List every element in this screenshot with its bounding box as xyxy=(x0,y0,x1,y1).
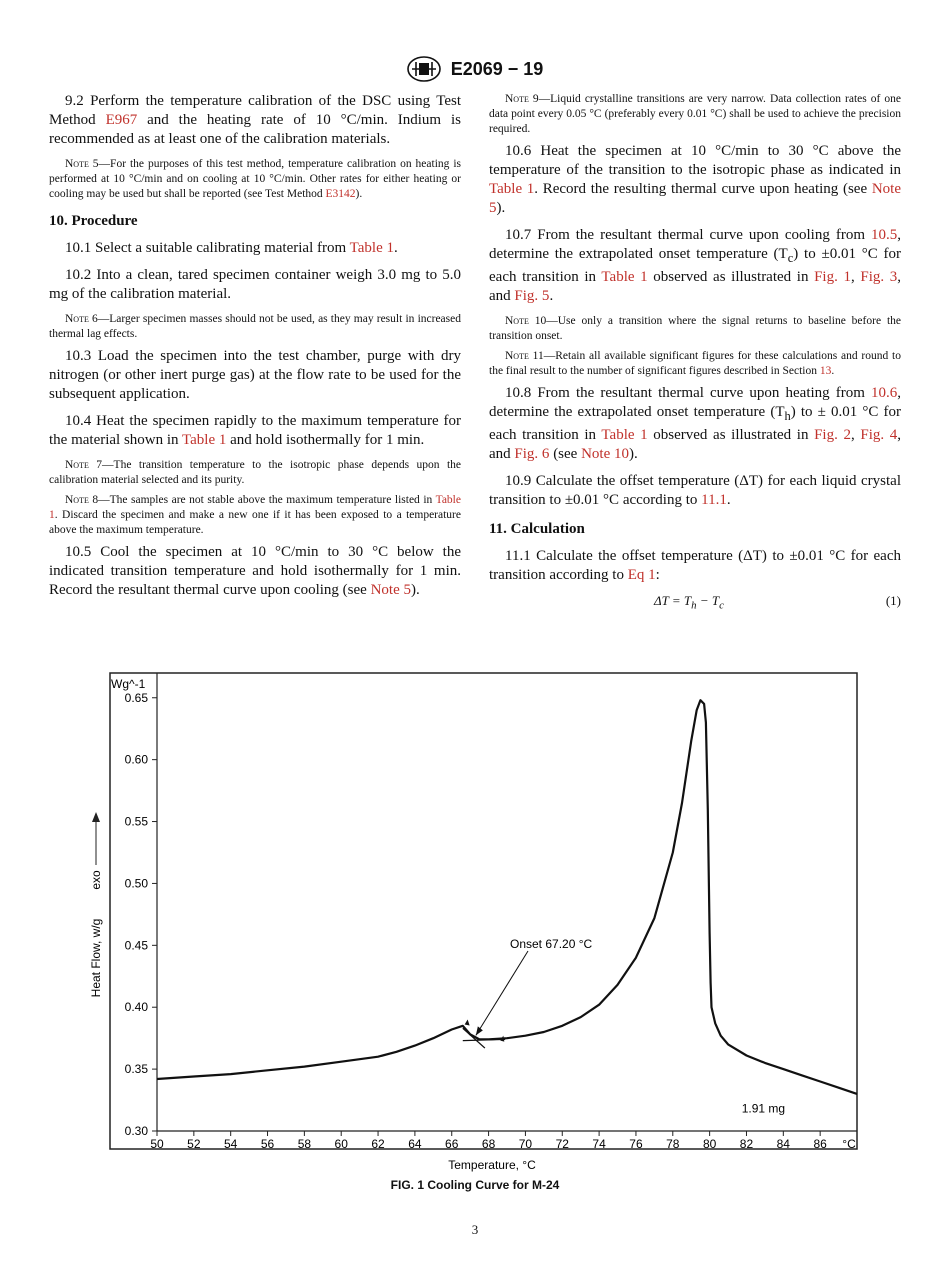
right-column xyxy=(489,92,901,611)
x-tick-label: 84 xyxy=(776,1137,790,1151)
x-tick-label: 82 xyxy=(739,1137,754,1151)
y-tick-label: 0.60 xyxy=(124,752,148,767)
note-6: Note 6—Larger specimen masses should not be used, as they may result in increased thermal lag effects. xyxy=(49,313,461,340)
standard-code: E2069 − 19 xyxy=(450,58,544,79)
paragraph-10-3: 10.3 Load the specimen into the test chamber, purge with dry nitrogen (or other inert purge gas) at the flow rate to be used for the subsequent application. xyxy=(49,348,461,402)
y-tick-label: 0.45 xyxy=(124,938,148,953)
x-tick-label: 62 xyxy=(371,1137,385,1151)
link-fig-3[interactable]: Fig. 3 xyxy=(860,269,898,285)
astm-logo-icon xyxy=(407,56,441,82)
x-tick-label: 66 xyxy=(445,1137,459,1151)
link-11-1[interactable]: 11.1 xyxy=(701,492,727,508)
link-table-1[interactable]: Table 1 xyxy=(601,269,648,285)
link-table-1[interactable]: Table 1 xyxy=(349,240,394,256)
x-tick-label: 76 xyxy=(629,1137,643,1151)
onset-baseline xyxy=(463,1039,505,1040)
paragraph-10-9: 10.9 Calculate the offset temperature (ΔT) for each liquid crystal transition to ±0.01 °C according to 11.1. xyxy=(489,473,901,508)
x-tick-label: 52 xyxy=(187,1137,201,1151)
y-tick-label: 0.40 xyxy=(124,1000,148,1015)
link-section-13[interactable]: 13 xyxy=(819,365,832,377)
link-fig-6[interactable]: Fig. 6 xyxy=(514,446,550,462)
link-table-1[interactable]: Table 1 xyxy=(182,432,227,448)
y-tick-label: 0.35 xyxy=(124,1062,148,1077)
link-eq-1[interactable]: Eq 1 xyxy=(627,567,656,583)
note-8: Note 8—The samples are not stable above the maximum temperature listed in Table 1. Discard the specimen and make a new one if it has been exposed to a temperature above the maximum temperature. xyxy=(49,494,461,536)
link-table-1[interactable]: Table 1 xyxy=(489,181,535,197)
exo-arrow-head xyxy=(92,812,100,822)
x-tick-label: 60 xyxy=(334,1137,348,1151)
x-tick-label: 56 xyxy=(260,1137,275,1151)
y-unit-label: Wg^-1 xyxy=(111,677,146,691)
note-7: Note 7—The transition temperature to the isotropic phase depends upon the calibration material selected and its purity. xyxy=(49,459,461,486)
link-note-10[interactable]: Note 10 xyxy=(581,446,630,462)
y-axis-title: Heat Flow, w/g xyxy=(89,918,103,998)
x-axis-title: Temperature, °C xyxy=(448,1158,536,1172)
onset-arrow-head xyxy=(476,1026,483,1035)
onset-marker-left xyxy=(465,1020,470,1026)
x-tick-label: 80 xyxy=(702,1137,717,1151)
paragraph-11-1: 11.1 Calculate the offset temperature (ΔT) to ±0.01 °C for each transition according to Eq 1: xyxy=(489,548,901,583)
paragraph-10-1: 10.1 Select a suitable calibrating material from Table 1. xyxy=(65,240,398,256)
page-header xyxy=(0,56,950,86)
chart-frame xyxy=(110,673,857,1149)
link-table-1[interactable]: Table 1 xyxy=(49,494,461,521)
paragraph-10-4: 10.4 Heat the specimen rapidly to the maximum temperature for the material shown in Table 1 and hold isothermally for 1 min. xyxy=(49,413,461,448)
note-10: Note 10—Use only a transition where the signal returns to baseline before the transition onset. xyxy=(489,315,901,342)
equation-1 xyxy=(489,593,901,611)
x-tick-label: 70 xyxy=(518,1137,533,1151)
link-table-1[interactable]: Table 1 xyxy=(601,427,648,443)
x-tick-label: 68 xyxy=(481,1137,496,1151)
x-tick-label: 72 xyxy=(555,1137,569,1151)
link-fig-2[interactable]: Fig. 2 xyxy=(814,427,851,443)
paragraph-10-6: 10.6 Heat the specimen at 10 °C/min to 30 °C above the temperature of the transition to the isotropic phase as indicated in Table 1. Record the resulting thermal curve upon heating (see Note 5). xyxy=(489,143,901,216)
paragraph-10-8: 10.8 From the resultant thermal curve upon heating from 10.6, determine the extrapolated onset temperature $(T_h)$ to ± 0.01 °C for each transition in Table 1 observed as illustrated in Fig. 2, Fig. 4, and Fig. 6 (see Note 10). xyxy=(489,385,902,462)
x-tick-label: 64 xyxy=(408,1137,422,1151)
link-fig-1[interactable]: Fig. 1 xyxy=(814,269,851,285)
link-e967[interactable]: E967 xyxy=(105,112,138,128)
link-fig-4[interactable]: Fig. 4 xyxy=(860,427,898,443)
figure-caption: FIG. 1 Cooling Curve for M-24 xyxy=(390,1178,560,1192)
paragraph-9-2: 9.2 Perform the temperature calibration of the DSC using Test Method E967 and the heating rate of 10 °C/min. Indium is recommended as at least one of the calibration materials. xyxy=(49,93,461,147)
equation-number: (1) xyxy=(885,593,901,608)
cooling-curve-line xyxy=(157,700,857,1094)
paragraph-10-5: 10.5 Cool the specimen at 10 °C/min to 30 °C below the indicated transition temperature and hold isothermally for 1 min. Record the resultant thermal curve upon cooling (see Note 5). xyxy=(49,544,461,598)
x-tick-label: 58 xyxy=(297,1137,312,1151)
paragraph-10-2: 10.2 Into a clean, tared specimen container weigh 3.0 mg to 5.0 mg of the calibration material. xyxy=(49,267,461,302)
y-tick-label: 0.50 xyxy=(124,876,148,891)
y-tick-label: 0.55 xyxy=(124,814,148,829)
note-5: Note 5—For the purposes of this test method, temperature calibration on heating is performed at 10 °C/min and on cooling at 10 °C/min. Other rates for either heating or cooling may be used but shall be reported (see Test Method E3142). xyxy=(49,158,461,200)
onset-annotation: Onset 67.20 °C xyxy=(510,937,593,951)
equation-formula: $\Delta T = T_h - T_c$ xyxy=(654,593,724,612)
note-9: Note 9—Liquid crystalline transitions are very narrow. Data collection rates of one data point every 0.05 °C (preferably every 0.01 °C) shall be used to achieve the precision required. xyxy=(489,93,901,135)
exo-label: exo xyxy=(89,870,103,890)
x-tick-label: 78 xyxy=(666,1137,680,1151)
x-tick-label: 86 xyxy=(813,1137,827,1151)
section-10-heading: 10. Procedure xyxy=(49,213,138,229)
link-10-6[interactable]: 10.6 xyxy=(871,385,898,401)
link-note-5[interactable]: Note 5 xyxy=(370,582,411,598)
figure-1-chart xyxy=(80,668,870,1188)
y-tick-label: 0.65 xyxy=(124,690,148,705)
left-column xyxy=(49,92,461,608)
link-note-5[interactable]: Note 5 xyxy=(489,181,901,216)
page-number: 3 xyxy=(471,1222,479,1237)
section-11-heading: 11. Calculation xyxy=(489,521,585,537)
link-fig-5[interactable]: Fig. 5 xyxy=(514,288,550,304)
link-10-5[interactable]: 10.5 xyxy=(871,227,898,243)
x-tick-label: 50 xyxy=(150,1137,164,1151)
note-11: Note 11—Retain all available significant figures for these calculations and round to the final result to the number of significant figures described in Section 13. xyxy=(489,350,901,377)
x-tick-label: 54 xyxy=(224,1137,238,1151)
sample-mass-annotation: 1.91 mg xyxy=(741,1101,786,1116)
onset-arrow-line xyxy=(476,951,528,1035)
paragraph-10-7: 10.7 From the resultant thermal curve upon cooling from 10.5, determine the extrapolated onset temperature $(T_c)$ to ±0.01 °C for each transition in Table 1 observed as illustrated in Fig. 1, Fig. 3, and Fig. 5. xyxy=(489,227,902,304)
y-tick-label: 0.30 xyxy=(124,1124,148,1138)
x-unit-label: °C xyxy=(842,1137,856,1151)
link-e3142[interactable]: E3142 xyxy=(325,188,356,200)
x-tick-label: 74 xyxy=(592,1137,606,1151)
